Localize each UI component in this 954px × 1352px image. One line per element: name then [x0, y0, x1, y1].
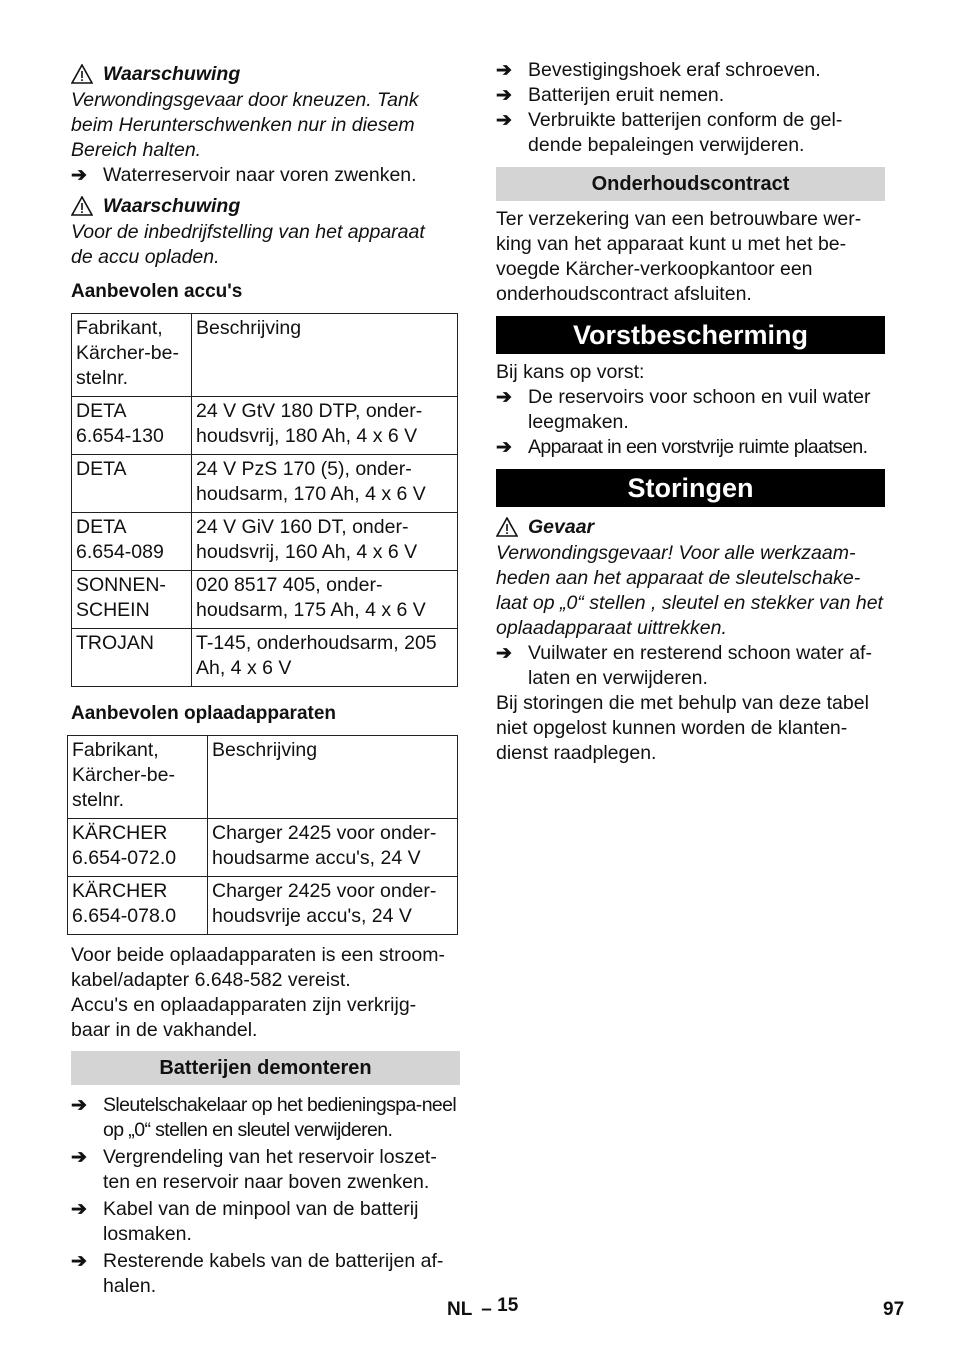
table-row [72, 397, 458, 455]
step-text: Kabel van de minpool van de batterij losmaken. [103, 1198, 419, 1245]
paragraph: Bij kans op vorst: [496, 361, 645, 383]
arrow-right-icon: ➔ [71, 1251, 87, 1272]
table-cell-manufacturer: DETA 6.654-089 [72, 513, 192, 571]
step-item [496, 58, 885, 83]
accus-table [71, 313, 458, 687]
step-text: Vuilwater en resterend schoon water af-laten en verwijderen. [528, 642, 872, 689]
step-text: Waterreservoir naar voren zwenken. [103, 164, 417, 186]
table-cell-description: 24 V GiV 160 DT, onder- houdsvrij, 160 Ah, 4 x 6 V [192, 513, 458, 571]
step-item [71, 163, 458, 188]
table-row [72, 314, 458, 397]
table-cell-description: T-145, onderhoudsarm, 205 Ah, 4 x 6 V [192, 629, 458, 687]
right-column [496, 58, 885, 766]
table-cell-description: Beschrijving [208, 736, 458, 819]
warning-triangle-icon [496, 517, 518, 537]
table-cell-description: Charger 2425 voor onder- houdsvrije accu's, 24 V [208, 877, 458, 935]
arrow-right-icon: ➔ [496, 60, 512, 81]
warning-text: Voor de inbedrijfstelling van het apparaat de accu opladen. [71, 221, 425, 268]
warning-text: Verwondingsgevaar door kneuzen. Tank beim Herunterschwenken nur in diesem Bereich halten. [71, 89, 419, 161]
table-cell-manufacturer: DETA 6.654-130 [72, 397, 192, 455]
section-heading-faults: Storingen [496, 469, 885, 507]
frost-steps-list [496, 385, 885, 460]
step-item [496, 435, 885, 460]
chargers-table [67, 735, 458, 935]
table-row [72, 513, 458, 571]
arrow-right-icon: ➔ [71, 1147, 87, 1168]
language-code: NL [447, 1299, 472, 1320]
step-text: Batterijen eruit nemen. [528, 84, 725, 106]
battery-steps-list [71, 1093, 458, 1299]
table-cell-manufacturer: SONNEN- SCHEIN [72, 571, 192, 629]
table-cell-manufacturer: DETA [72, 455, 192, 513]
step-item [71, 1197, 458, 1247]
table-row [68, 877, 458, 935]
danger-text: Verwondingsgevaar! Voor alle werkzaam-heden aan het apparaat de sleutelschake-laat op „0“ stellen , sleutel en stekker van het oplaadapparaat uittrekken. [496, 542, 883, 639]
arrow-right-icon: ➔ [71, 1199, 87, 1220]
table-row [72, 571, 458, 629]
warning-triangle-icon [71, 196, 93, 216]
table-cell-manufacturer: Fabrikant, Kärcher-be- stelnr. [68, 736, 208, 819]
table-row [72, 629, 458, 687]
step-text: Resterende kabels van de batterijen af-halen. [103, 1250, 444, 1297]
arrow-right-icon: ➔ [496, 110, 512, 131]
step-item [496, 83, 885, 108]
section-page-number: 15 [497, 1295, 519, 1316]
step-item [496, 108, 885, 158]
warning-heading-2 [71, 192, 458, 220]
step-item [71, 1093, 458, 1143]
paragraph: Accu's en oplaadapparaten zijn verkrijg-baar in de vakhandel. [71, 994, 417, 1041]
footer-dash: – [481, 1299, 492, 1320]
chargers-heading: Aanbevolen oplaadapparaten [71, 703, 337, 724]
arrow-right-icon: ➔ [496, 643, 512, 664]
step-item [496, 385, 885, 435]
steps-list [496, 58, 885, 158]
paragraph: Voor beide oplaadapparaten is een stroom-kabel/adapter 6.648-582 vereist. [71, 944, 446, 991]
warning-heading-1 [71, 60, 458, 88]
paragraph: Bij storingen die met behulp van deze tabel niet opgelost kunnen worden de klanten-dienst raadplegen. [496, 692, 869, 764]
table-cell-description: Beschrijving [192, 314, 458, 397]
table-cell-description: Charger 2425 voor onder- houdsarme accu's, 24 V [208, 819, 458, 877]
step-item [496, 641, 885, 691]
step-item [71, 1249, 458, 1299]
left-column [71, 58, 458, 1299]
warning-triangle-icon [71, 64, 93, 84]
arrow-right-icon: ➔ [71, 165, 87, 186]
section-heading-frost: Vorstbescherming [496, 316, 885, 354]
footer-language [447, 1297, 518, 1322]
step-text: Apparaat in een vorstvrije ruimte plaatsen. [528, 436, 868, 458]
danger-title: Gevaar [528, 515, 595, 538]
table-row [72, 455, 458, 513]
step-text: Verbruikte batterijen conform de gel-dende bepaleingen verwijderen. [528, 109, 843, 156]
table-cell-description: 24 V PzS 170 (5), onder- houdsarm, 170 Ah, 4 x 6 V [192, 455, 458, 513]
table-row [68, 736, 458, 819]
arrow-right-icon: ➔ [496, 85, 512, 106]
accus-heading: Aanbevolen accu's [71, 281, 243, 302]
section-heading-contract: Onderhoudscontract [496, 167, 885, 201]
arrow-right-icon: ➔ [71, 1095, 87, 1116]
step-text: Sleutelschakelaar op het bedieningspa-neel op „0“ stellen en sleutel verwijderen. [103, 1094, 457, 1141]
step-text: Bevestigingshoek eraf schroeven. [528, 59, 821, 81]
section-heading-batteries: Batterijen demonteren [71, 1051, 460, 1085]
table-cell-manufacturer: KÄRCHER 6.654-078.0 [68, 877, 208, 935]
paragraph: Ter verzekering van een betrouwbare wer-king van het apparaat kunt u met het be-voegde Kärcher-verkoopkantoor een onderhoudscontract afsluiten. [496, 208, 862, 305]
table-cell-manufacturer: KÄRCHER 6.654-072.0 [68, 819, 208, 877]
table-row [68, 819, 458, 877]
arrow-right-icon: ➔ [496, 437, 512, 458]
step-item [71, 1145, 458, 1195]
danger-heading [496, 513, 885, 541]
step-text: Vergrendeling van het reservoir loszet-ten en reservoir naar boven zwenken. [103, 1146, 437, 1193]
warning-title: Waarschuwing [103, 62, 241, 85]
page-number: 97 [883, 1299, 905, 1320]
warning-title: Waarschuwing [103, 194, 241, 217]
arrow-right-icon: ➔ [496, 387, 512, 408]
table-cell-manufacturer: Fabrikant, Kärcher-be- stelnr. [72, 314, 192, 397]
table-cell-description: 020 8517 405, onder- houdsarm, 175 Ah, 4 x 6 V [192, 571, 458, 629]
step-text: De reservoirs voor schoon en vuil water leegmaken. [528, 386, 871, 433]
table-cell-manufacturer: TROJAN [72, 629, 192, 687]
table-cell-description: 24 V GtV 180 DTP, onder- houdsvrij, 180 Ah, 4 x 6 V [192, 397, 458, 455]
